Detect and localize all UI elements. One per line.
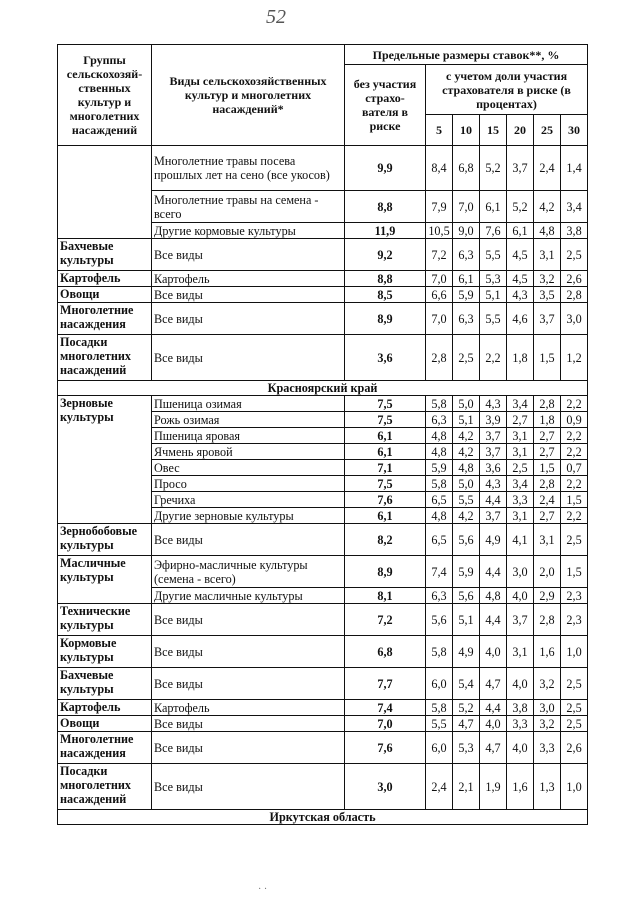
share-rate: 4,2 [453,444,480,460]
share-rate: 0,7 [561,460,588,476]
share-rate: 3,1 [507,444,534,460]
header-share: 30 [561,115,588,146]
share-rate: 3,4 [507,476,534,492]
share-rate: 6,1 [453,271,480,287]
share-rate: 1,5 [534,460,561,476]
share-rate: 3,4 [561,191,588,223]
group-name: Посадки многолетних насаждений [58,335,152,381]
share-rate: 3,3 [534,732,561,764]
share-rate: 1,5 [561,556,588,588]
share-rate: 4,2 [453,508,480,524]
base-rate: 8,5 [345,287,426,303]
share-rate: 2,2 [561,396,588,412]
table-row [58,303,588,335]
table-row [58,271,588,287]
insurance-rates-table [57,44,588,825]
share-rate: 3,1 [507,428,534,444]
base-rate: 7,4 [345,700,426,716]
share-rate: 3,9 [480,412,507,428]
crop-kind: Все виды [152,335,345,381]
share-rate: 3,1 [534,239,561,271]
base-rate: 3,0 [345,764,426,810]
share-rate: 4,5 [507,239,534,271]
share-rate: 5,8 [426,476,453,492]
share-rate: 1,2 [561,335,588,381]
crop-kind: Эфирно-масличные культуры (семена - всего) [152,556,345,588]
share-rate: 5,4 [453,668,480,700]
crop-kind: Все виды [152,604,345,636]
share-rate: 7,0 [426,271,453,287]
share-rate: 2,4 [534,146,561,191]
share-rate: 6,3 [426,588,453,604]
base-rate: 9,2 [345,239,426,271]
header-share: 20 [507,115,534,146]
group-name: Зернобобовые культуры [58,524,152,556]
share-rate: 3,1 [534,524,561,556]
base-rate: 7,1 [345,460,426,476]
share-rate: 6,8 [453,146,480,191]
crop-kind: Картофель [152,700,345,716]
share-rate: 2,7 [534,428,561,444]
share-rate: 4,3 [480,396,507,412]
share-rate: 2,8 [534,476,561,492]
share-rate: 6,1 [480,191,507,223]
share-rate: 3,1 [507,508,534,524]
share-rate: 4,4 [480,492,507,508]
share-rate: 6,5 [426,524,453,556]
group-name: Технические культуры [58,604,152,636]
share-rate: 5,6 [453,524,480,556]
share-rate: 2,7 [534,444,561,460]
base-rate: 8,9 [345,303,426,335]
table-row [58,636,588,668]
crop-kind: Все виды [152,764,345,810]
base-rate: 7,5 [345,396,426,412]
share-rate: 8,4 [426,146,453,191]
group-name: Овощи [58,287,152,303]
base-rate: 6,8 [345,636,426,668]
header-with-participation: с учетом доли участия страхователя в риске (в процентах) [426,65,588,115]
crop-kind: Многолетние травы на семена - всего [152,191,345,223]
page-number: 52 [266,6,286,28]
share-rate: 5,5 [453,492,480,508]
share-rate: 2,8 [426,335,453,381]
share-rate: 3,2 [534,271,561,287]
share-rate: 3,6 [480,460,507,476]
crop-kind: Многолетние травы посева прошлых лет на сено (все укосов) [152,146,345,191]
share-rate: 3,2 [534,716,561,732]
share-rate: 4,0 [480,716,507,732]
share-rate: 1,0 [561,764,588,810]
share-rate: 4,7 [453,716,480,732]
share-rate: 5,3 [453,732,480,764]
share-rate: 7,2 [426,239,453,271]
share-rate: 4,0 [480,636,507,668]
share-rate: 1,6 [534,636,561,668]
base-rate: 8,9 [345,556,426,588]
share-rate: 2,5 [561,524,588,556]
crop-kind: Пшеница озимая [152,396,345,412]
share-rate: 2,5 [561,700,588,716]
group-name: Овощи [58,716,152,732]
share-rate: 3,7 [507,604,534,636]
crop-kind: Рожь озимая [152,412,345,428]
share-rate: 7,9 [426,191,453,223]
share-rate: 5,6 [426,604,453,636]
share-rate: 5,1 [453,604,480,636]
share-rate: 3,4 [507,396,534,412]
share-rate: 2,5 [561,668,588,700]
share-rate: 3,7 [480,444,507,460]
table-row [58,732,588,764]
share-rate: 3,7 [507,146,534,191]
share-rate: 4,8 [480,588,507,604]
crop-kind: Другие масличные культуры [152,588,345,604]
header-share: 10 [453,115,480,146]
share-rate: 1,6 [507,764,534,810]
crop-kind: Все виды [152,287,345,303]
share-rate: 7,6 [480,223,507,239]
share-rate: 5,0 [453,396,480,412]
share-rate: 5,3 [480,271,507,287]
share-rate: 0,9 [561,412,588,428]
share-rate: 4,8 [453,460,480,476]
share-rate: 4,5 [507,271,534,287]
table-row [58,764,588,810]
share-rate: 3,8 [561,223,588,239]
base-rate: 7,6 [345,732,426,764]
header-without-participation: без участия страхо-вателя в риске [345,65,426,146]
base-rate: 7,2 [345,604,426,636]
region-title: Красноярский край [58,381,588,396]
share-rate: 2,2 [561,428,588,444]
crop-kind: Все виды [152,524,345,556]
share-rate: 2,3 [561,588,588,604]
share-rate: 1,5 [534,335,561,381]
share-rate: 4,9 [453,636,480,668]
table-row [58,556,588,588]
share-rate: 6,5 [426,492,453,508]
header-limits: Предельные размеры ставок**, % [345,45,588,65]
share-rate: 5,8 [426,636,453,668]
group-name: Масличные культуры [58,556,152,604]
share-rate: 2,2 [561,508,588,524]
table-row [58,146,588,191]
share-rate: 2,8 [534,396,561,412]
base-rate: 8,2 [345,524,426,556]
header-share: 5 [426,115,453,146]
group-name: Многолетние насаждения [58,732,152,764]
share-rate: 2,1 [453,764,480,810]
share-rate: 4,8 [426,444,453,460]
table-row [58,239,588,271]
share-rate: 6,3 [453,303,480,335]
share-rate: 7,0 [426,303,453,335]
share-rate: 2,2 [480,335,507,381]
share-rate: 4,8 [534,223,561,239]
crop-kind: Другие зерновые культуры [152,508,345,524]
share-rate: 5,8 [426,396,453,412]
share-rate: 2,7 [534,508,561,524]
share-rate: 4,2 [534,191,561,223]
share-rate: 5,2 [453,700,480,716]
share-rate: 1,8 [534,412,561,428]
header-share: 25 [534,115,561,146]
share-rate: 3,0 [507,556,534,588]
crop-kind: Все виды [152,303,345,335]
group-name: Зерновые культуры [58,396,152,524]
share-rate: 2,2 [561,476,588,492]
base-rate: 9,9 [345,146,426,191]
share-rate: 7,0 [453,191,480,223]
share-rate: 3,3 [507,492,534,508]
share-rate: 5,2 [507,191,534,223]
share-rate: 6,3 [426,412,453,428]
share-rate: 3,7 [480,508,507,524]
share-rate: 4,8 [426,508,453,524]
share-rate: 2,9 [534,588,561,604]
share-rate: 4,0 [507,668,534,700]
share-rate: 1,8 [507,335,534,381]
base-rate: 8,1 [345,588,426,604]
share-rate: 1,0 [561,636,588,668]
crop-kind: Другие кормовые культуры [152,223,345,239]
crop-kind: Овес [152,460,345,476]
share-rate: 1,5 [561,492,588,508]
share-rate: 4,7 [480,668,507,700]
footer-mark: · · [258,884,268,895]
share-rate: 6,0 [426,668,453,700]
share-rate: 2,5 [507,460,534,476]
crop-kind: Гречиха [152,492,345,508]
share-rate: 4,7 [480,732,507,764]
group-name [58,146,152,239]
region-title: Иркутская область [58,810,588,825]
share-rate: 4,4 [480,556,507,588]
share-rate: 5,1 [480,287,507,303]
base-rate: 7,7 [345,668,426,700]
share-rate: 4,6 [507,303,534,335]
share-rate: 2,4 [534,492,561,508]
share-rate: 4,3 [507,287,534,303]
share-rate: 6,0 [426,732,453,764]
share-rate: 4,3 [480,476,507,492]
base-rate: 8,8 [345,191,426,223]
crop-kind: Все виды [152,668,345,700]
share-rate: 2,8 [561,287,588,303]
share-rate: 2,5 [561,239,588,271]
header-group: Группы сельскохозяй-ственных культур и многолетних насаждений [58,45,152,146]
group-name: Картофель [58,700,152,716]
crop-kind: Все виды [152,732,345,764]
crop-kind: Просо [152,476,345,492]
base-rate: 7,5 [345,476,426,492]
share-rate: 7,4 [426,556,453,588]
share-rate: 4,0 [507,588,534,604]
base-rate: 8,8 [345,271,426,287]
share-rate: 3,7 [480,428,507,444]
base-rate: 11,9 [345,223,426,239]
table-row [58,287,588,303]
share-rate: 2,6 [561,271,588,287]
table-row [58,604,588,636]
base-rate: 6,1 [345,444,426,460]
share-rate: 4,4 [480,700,507,716]
base-rate: 7,0 [345,716,426,732]
share-rate: 5,8 [426,700,453,716]
group-name: Картофель [58,271,152,287]
share-rate: 6,1 [507,223,534,239]
share-rate: 2,2 [561,444,588,460]
share-rate: 3,3 [507,716,534,732]
share-rate: 5,9 [426,460,453,476]
share-rate: 5,5 [480,239,507,271]
share-rate: 2,7 [507,412,534,428]
share-rate: 2,8 [534,604,561,636]
share-rate: 4,8 [426,428,453,444]
share-rate: 4,2 [453,428,480,444]
share-rate: 4,1 [507,524,534,556]
share-rate: 2,5 [561,716,588,732]
share-rate: 3,2 [534,668,561,700]
base-rate: 7,5 [345,412,426,428]
base-rate: 6,1 [345,508,426,524]
share-rate: 4,0 [507,732,534,764]
base-rate: 7,6 [345,492,426,508]
share-rate: 4,4 [480,604,507,636]
table-body [58,146,588,825]
table-row [58,668,588,700]
group-name: Бахчевые культуры [58,668,152,700]
crop-kind: Все виды [152,636,345,668]
table-row [58,700,588,716]
share-rate: 1,9 [480,764,507,810]
table-row [58,716,588,732]
table-row [58,335,588,381]
share-rate: 2,5 [453,335,480,381]
share-rate: 2,4 [426,764,453,810]
group-name: Многолетние насаждения [58,303,152,335]
share-rate: 3,0 [534,700,561,716]
header-kind: Виды сельскохозяйственных культур и многолетних насаждений* [152,45,345,146]
share-rate: 2,6 [561,732,588,764]
table-row [58,396,588,412]
share-rate: 5,6 [453,588,480,604]
region-row [58,381,588,396]
base-rate: 6,1 [345,428,426,444]
share-rate: 1,3 [534,764,561,810]
share-rate: 10,5 [426,223,453,239]
share-rate: 3,0 [561,303,588,335]
share-rate: 5,5 [480,303,507,335]
crop-kind: Картофель [152,271,345,287]
group-name: Посадки многолетних насаждений [58,764,152,810]
crop-kind: Ячмень яровой [152,444,345,460]
header-share: 15 [480,115,507,146]
crop-kind: Пшеница яровая [152,428,345,444]
region-row [58,810,588,825]
group-name: Бахчевые культуры [58,239,152,271]
share-rate: 3,1 [507,636,534,668]
share-rate: 5,1 [453,412,480,428]
share-rate: 6,3 [453,239,480,271]
table-row [58,524,588,556]
share-rate: 2,3 [561,604,588,636]
share-rate: 6,6 [426,287,453,303]
share-rate: 5,9 [453,287,480,303]
share-rate: 5,9 [453,556,480,588]
share-rate: 1,4 [561,146,588,191]
group-name: Кормовые культуры [58,636,152,668]
share-rate: 9,0 [453,223,480,239]
share-rate: 5,2 [480,146,507,191]
crop-kind: Все виды [152,239,345,271]
share-rate: 5,5 [426,716,453,732]
share-rate: 3,5 [534,287,561,303]
crop-kind: Все виды [152,716,345,732]
share-rate: 3,7 [534,303,561,335]
share-rate: 2,0 [534,556,561,588]
share-rate: 3,8 [507,700,534,716]
base-rate: 3,6 [345,335,426,381]
share-rate: 4,9 [480,524,507,556]
share-rate: 5,0 [453,476,480,492]
